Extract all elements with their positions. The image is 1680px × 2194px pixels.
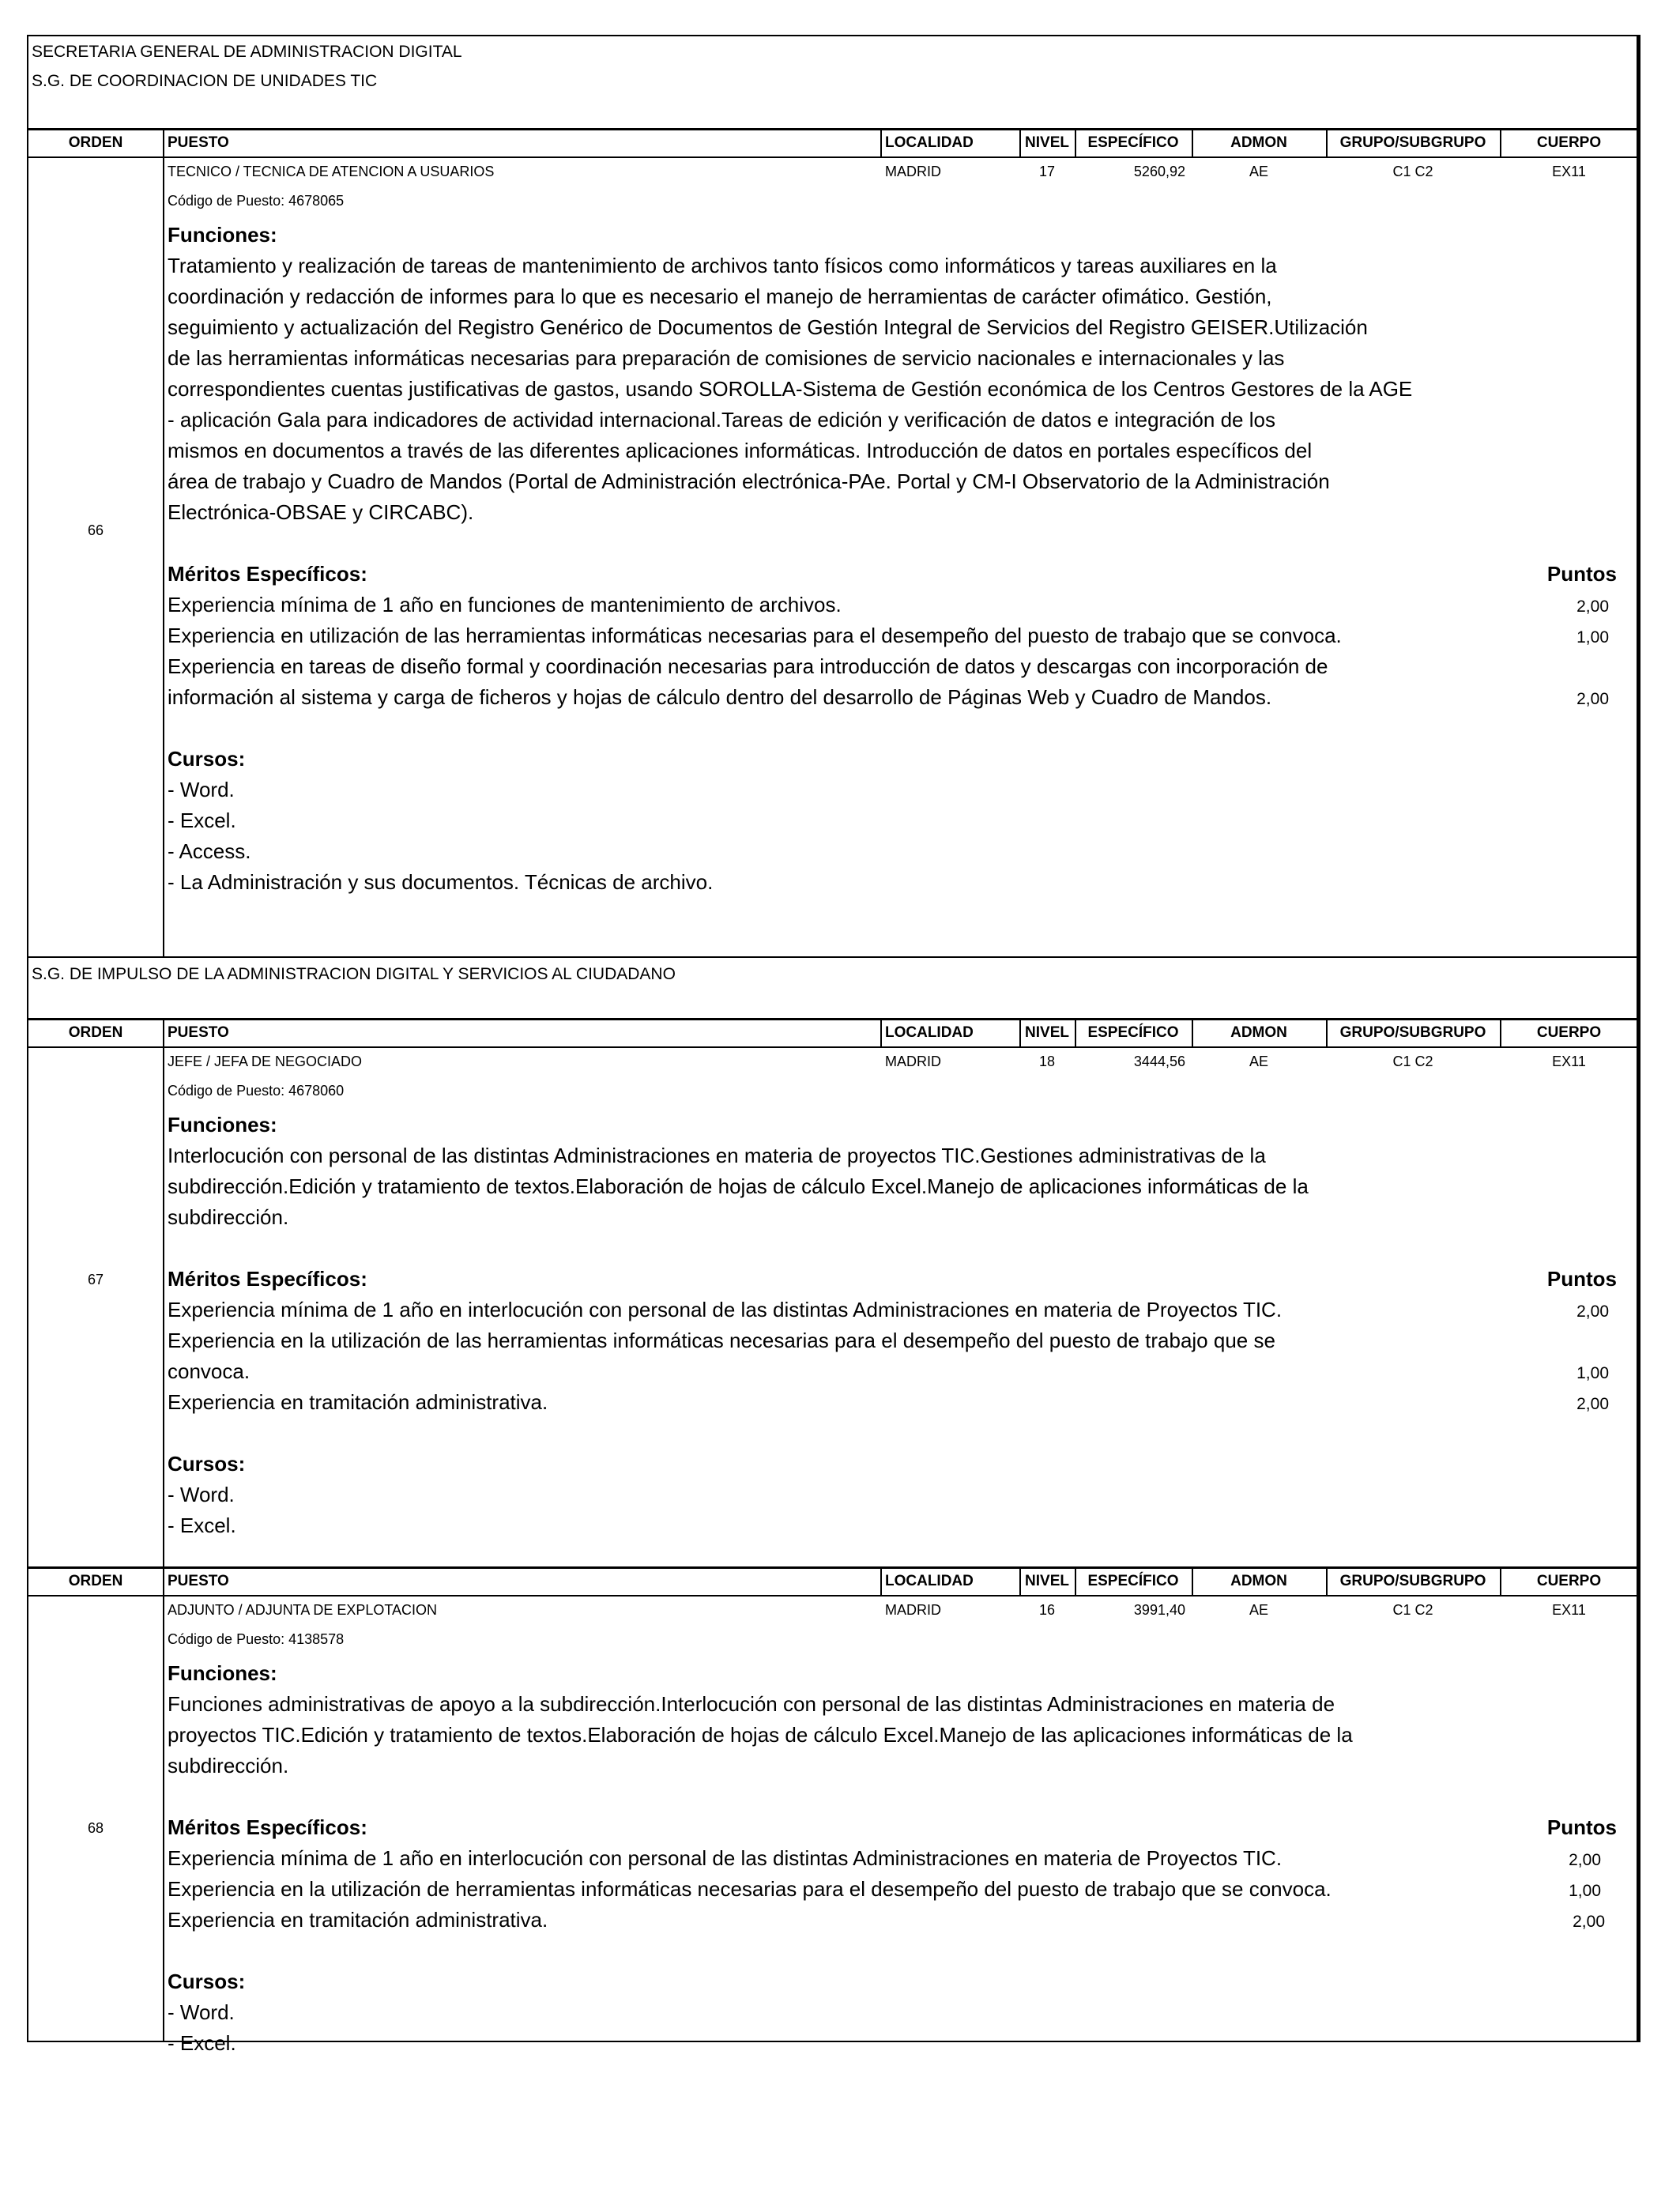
funciones-line: Tratamiento y realización de tareas de mantenimiento de archivos tanto físicos como informáticos y tareas auxiliares en la <box>168 254 1277 277</box>
funciones-line: Interlocución con personal de las distintas Administraciones en materia de proyectos TIC.Gestiones administrativas de la <box>168 1144 1266 1167</box>
puntos-heading: Puntos <box>1546 1815 1617 1839</box>
admon-value: AE <box>1249 164 1268 179</box>
merito-text: información al sistema y carga de ficheros y hojas de cálculo dentro del desarrollo de Páginas Web y Cuadro de Mandos. <box>168 685 1272 709</box>
merito-text: Experiencia mínima de 1 año en interlocución con personal de las distintas Administraciones en materia de Proyectos TIC. <box>168 1846 1283 1870</box>
funciones-line: correspondientes cuentas justificativas de gastos, usando SOROLLA-Sistema de Gestión económica de los Centros Gestores de la AGE <box>168 377 1413 401</box>
funciones-line: coordinación y redacción de informes para lo que es necesario el manejo de herramientas de carácter ofimático. Gestión, <box>168 285 1272 308</box>
col-cuerpo: CUERPO <box>1536 134 1602 151</box>
col-admon: ADMON <box>1230 1573 1287 1589</box>
col-grupo: GRUPO/SUBGRUPO <box>1339 134 1486 151</box>
col-especifico: ESPECÍFICO <box>1087 134 1179 151</box>
puesto-title: ADJUNTO / ADJUNTA DE EXPLOTACION <box>168 1602 438 1618</box>
curso-item: - Excel. <box>168 809 236 832</box>
merito-text: Experiencia en utilización de las herramientas informáticas necesarias para el desempeño del puesto de trabajo que se convoca. <box>168 624 1342 647</box>
orden-value: 66 <box>87 522 104 538</box>
curso-item: - Excel. <box>168 2031 236 2055</box>
cursos-heading: Cursos: <box>168 747 246 771</box>
funciones-line: de las herramientas informáticas necesarias para preparación de comisiones de servicio nacionales e internacionales y las <box>168 346 1285 370</box>
col-puesto: PUESTO <box>168 1573 229 1589</box>
merito-puntos: 2,00 <box>1576 1302 1609 1321</box>
codigo-puesto: Código de Puesto: 4138578 <box>168 1631 345 1647</box>
cuerpo-value: EX11 <box>1552 164 1586 179</box>
merito-puntos: 2,00 <box>1576 690 1609 708</box>
merito-puntos: 1,00 <box>1569 1882 1601 1900</box>
merito-text: Experiencia en la utilización de las herramientas informáticas necesarias para el desempeño del puesto de trabajo que se <box>168 1329 1275 1352</box>
localidad-value: MADRID <box>885 1054 941 1069</box>
funciones-line: mismos en documentos a través de las diferentes aplicaciones informáticas. Introducción de datos en portales específicos del <box>168 439 1313 462</box>
merito-puntos: 2,00 <box>1576 598 1609 616</box>
merito-text: Experiencia en la utilización de herramientas informáticas necesarias para el desempeño del puesto de trabajo que se convoca. <box>168 1877 1332 1901</box>
col-admon: ADMON <box>1230 1024 1287 1041</box>
merito-text: Experiencia en tareas de diseño formal y coordinación necesarias para introducción de datos y descargas con incorporación de <box>168 654 1328 678</box>
orden-value: 68 <box>87 1820 104 1836</box>
col-nivel: NIVEL <box>1025 1024 1069 1041</box>
col-cuerpo: CUERPO <box>1536 1573 1602 1589</box>
meritos-heading: Méritos Específicos: <box>168 1815 367 1839</box>
codigo-puesto: Código de Puesto: 4678060 <box>168 1083 345 1099</box>
col-localidad: LOCALIDAD <box>885 1024 974 1041</box>
curso-item: - La Administración y sus documentos. Técnicas de archivo. <box>168 870 714 894</box>
funciones-line: subdirección.Edición y tratamiento de textos.Elaboración de hojas de cálculo Excel.Manejo de aplicaciones informáticas de la <box>168 1174 1309 1198</box>
especifico-value: 3991,40 <box>1133 1602 1185 1618</box>
curso-item: - Word. <box>168 2000 235 2024</box>
cursos-heading: Cursos: <box>168 1452 246 1476</box>
codigo-puesto: Código de Puesto: 4678065 <box>168 193 345 209</box>
merito-text: Experiencia en tramitación administrativa. <box>168 1390 548 1414</box>
curso-item: - Word. <box>168 778 235 801</box>
section-title: S.G. DE IMPULSO DE LA ADMINISTRACION DIGITAL Y SERVICIOS AL CIUDADANO <box>32 965 676 983</box>
merito-text: Experiencia mínima de 1 año en interlocución con personal de las distintas Administraciones en materia de Proyectos TIC. <box>168 1298 1283 1321</box>
funciones-heading: Funciones: <box>168 1113 277 1137</box>
puntos-heading: Puntos <box>1546 562 1617 586</box>
admon-value: AE <box>1249 1602 1268 1618</box>
nivel-value: 16 <box>1038 1602 1056 1618</box>
merito-puntos: 2,00 <box>1573 1913 1605 1931</box>
puesto-title: JEFE / JEFA DE NEGOCIADO <box>168 1054 363 1069</box>
col-especifico: ESPECÍFICO <box>1087 1573 1179 1589</box>
funciones-heading: Funciones: <box>168 223 277 247</box>
col-orden: ORDEN <box>68 1024 123 1041</box>
column-header-row <box>28 130 1637 156</box>
cuerpo-value: EX11 <box>1552 1054 1586 1069</box>
merito-text: convoca. <box>168 1359 250 1383</box>
col-nivel: NIVEL <box>1025 134 1069 151</box>
meritos-heading: Méritos Específicos: <box>168 1267 367 1291</box>
funciones-line: seguimiento y actualización del Registro Genérico de Documentos de Gestión Integral de Servicios del Registro GEISER.Utilización <box>168 315 1368 339</box>
funciones-line: subdirección. <box>168 1754 289 1777</box>
especifico-value: 3444,56 <box>1133 1054 1185 1069</box>
curso-item: - Access. <box>168 839 251 863</box>
funciones-heading: Funciones: <box>168 1661 277 1685</box>
orden-value: 67 <box>87 1272 104 1287</box>
col-orden: ORDEN <box>68 134 123 151</box>
curso-item: - Word. <box>168 1483 235 1506</box>
col-puesto: PUESTO <box>168 134 229 151</box>
funciones-line: área de trabajo y Cuadro de Mandos (Portal de Administración electrónica-PAe. Portal y CM-I Observatorio de la Administración <box>168 469 1330 493</box>
localidad-value: MADRID <box>885 164 941 179</box>
org-line-1: SECRETARIA GENERAL DE ADMINISTRACION DIGITAL <box>32 43 462 61</box>
merito-text: Experiencia en tramitación administrativa. <box>168 1908 548 1932</box>
puntos-heading: Puntos <box>1546 1267 1617 1291</box>
funciones-line: - aplicación Gala para indicadores de actividad internacional.Tareas de edición y verificación de datos e integración de los <box>168 408 1275 432</box>
funciones-line: Funciones administrativas de apoyo a la subdirección.Interlocución con personal de las distintas Administraciones en materia de <box>168 1692 1335 1716</box>
grupo-value: C1 C2 <box>1392 164 1433 179</box>
col-localidad: LOCALIDAD <box>885 134 974 151</box>
merito-puntos: 2,00 <box>1576 1395 1609 1413</box>
col-admon: ADMON <box>1230 134 1287 151</box>
col-localidad: LOCALIDAD <box>885 1573 974 1589</box>
cursos-heading: Cursos: <box>168 1970 246 1993</box>
admon-value: AE <box>1249 1054 1268 1069</box>
col-nivel: NIVEL <box>1025 1573 1069 1589</box>
col-grupo: GRUPO/SUBGRUPO <box>1339 1573 1486 1589</box>
meritos-heading: Méritos Específicos: <box>168 562 367 586</box>
org-line-2: S.G. DE COORDINACION DE UNIDADES TIC <box>32 72 378 90</box>
column-header-row <box>28 1568 1637 1595</box>
col-grupo: GRUPO/SUBGRUPO <box>1339 1024 1486 1041</box>
merito-puntos: 1,00 <box>1576 628 1609 647</box>
funciones-line: subdirección. <box>168 1205 289 1229</box>
grupo-value: C1 C2 <box>1392 1054 1433 1069</box>
col-puesto: PUESTO <box>168 1024 229 1041</box>
merito-puntos: 1,00 <box>1576 1364 1609 1382</box>
col-especifico: ESPECÍFICO <box>1087 1024 1179 1041</box>
funciones-line: proyectos TIC.Edición y tratamiento de textos.Elaboración de hojas de cálculo Excel.Manejo de las aplicaciones informáticas de la <box>168 1723 1353 1747</box>
grupo-value: C1 C2 <box>1392 1602 1433 1618</box>
col-cuerpo: CUERPO <box>1536 1024 1602 1041</box>
localidad-value: MADRID <box>885 1602 941 1618</box>
col-orden: ORDEN <box>68 1573 123 1589</box>
column-header-row <box>28 1020 1637 1046</box>
merito-puntos: 2,00 <box>1569 1851 1601 1869</box>
funciones-line: Electrónica-OBSAE y CIRCABC). <box>168 500 474 524</box>
merito-text: Experiencia mínima de 1 año en funciones de mantenimiento de archivos. <box>168 593 842 616</box>
puesto-title: TECNICO / TECNICA DE ATENCION A USUARIOS <box>168 164 495 179</box>
nivel-value: 18 <box>1038 1054 1056 1069</box>
document-table <box>27 35 1640 2055</box>
nivel-value: 17 <box>1038 164 1056 179</box>
curso-item: - Excel. <box>168 1514 236 1537</box>
cuerpo-value: EX11 <box>1552 1602 1586 1618</box>
especifico-value: 5260,92 <box>1133 164 1185 179</box>
